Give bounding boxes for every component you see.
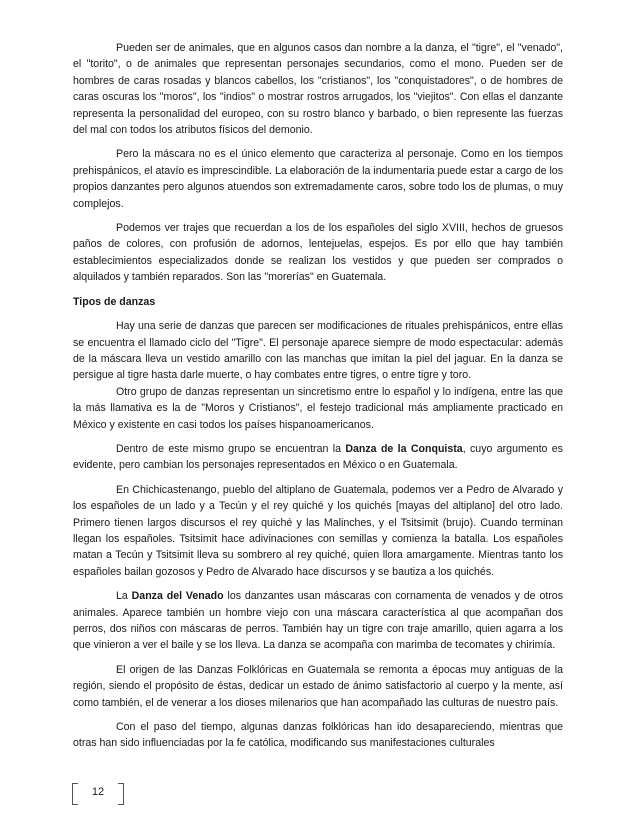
section-heading: Tipos de danzas xyxy=(73,295,156,308)
bold-term: Danza de la Conquista xyxy=(345,442,463,455)
page-number-box xyxy=(72,783,124,805)
paragraph-costumes: Podemos ver trajes que recuerdan a los de los españoles del siglo XVIII, hechos de gruesos paños de colores, con profusión de adornos, lentejuelas, espejos. Es por ello que hay también establecimientos especializados donde se realizan los vestidos y que pueden ser comprados o alquilados y también reparados. Son las "morerías" en Guatemala. xyxy=(73,222,563,284)
paragraph-chichicastenango: En Chichicastenango, pueblo del altiplano de Guatemala, podemos ver a Pedro de Alvarado y los españoles de un lado y a Tecún y el rey quiché y los quichés [mayas del altiplano] del otro lado. Primero tienen largos discursos el rey quiché y las Malinches, y el Tsitsimit (brujo). Cuando terminan llegan los españoles. Tsitsimit hace adivinaciones con semillas y comienza la batalla. Los españoles matan a Tecún y Tsitsimit lleva su sombrero al rey quiché, quien llora amargamente. Mientras tanto los españoles bailan gozosos y Pedro de Alvarado hace discursos y se bautiza a los quichés. xyxy=(73,483,563,578)
text-run: los danzantes usan máscaras con cornamenta de venados y de otros animales. Aparece también un hombre viejo con una máscara característica al que acompañan dos perros, dos niños con máscaras de perros. También hay un tigre con traje amarillo, quien agarra a los que vinieron a ver el baile y se los lleva. La danza se acompaña con marimba de tecomates y chirimía. xyxy=(73,590,563,652)
text-run: Dentro de este mismo grupo se encuentran la xyxy=(116,442,346,455)
paragraph-origen: El origen de las Danzas Folklóricas en Guatemala se remonta a épocas muy antiguas de la región, siendo el propósito de éstas, dedicar un estado de ánimo satisfactorio al cuerpo y la mente, así como también, el de venerar a los dioses milenarios que han acompañado las culturas de nuestro país. xyxy=(73,663,563,709)
right-bracket-icon xyxy=(118,783,124,805)
page-number: 12 xyxy=(91,786,105,798)
paragraph-attire: Pero la máscara no es el único elemento que caracteriza al personaje. Como en los tiempos prehispánicos, el atavío es imprescindible. La elaboración de la indumentaria puede estar a cargo de los propios danzantes pero algunos atuendos son extremadamente caros, sobre todo los de plumas, o muy complejos. xyxy=(73,148,563,210)
paragraph-masks: Pueden ser de animales, que en algunos casos dan nombre a la danza, el "tigre", el "venado", el "torito", o de animales que representan personajes secundarios, como el mono. Pueden ser de hombres de caras rosadas y blancos cabellos, los "cristianos", los "conquistadores", o de hombres de caras oscuras los "moros", los "indios" o mostrar rostros arrugados, los "viejitos". Con ellas el danzante representa la personalidad del europeo, con su rostro blanco y barbado, o bien represente las fuerzas del mal con todos los atributos físicos del demonio. xyxy=(73,42,563,137)
text-run: , cuyo argumento es evidente, pero cambian los personajes representados en México o en Guatemala. xyxy=(73,442,563,472)
paragraph-tigre: Hay una serie de danzas que parecen ser modificaciones de rituales prehispánicos, entre ellas se encuentra el llamado ciclo del "Tigre". El personaje aparece siempre de modo espectacular: además de la máscara lleva un vestido amarillo con las manchas que imitan la piel del jaguar. En la danza se persigue al tigre hasta darle muerte, o hay combates entre tigres, o entre tigre y toro. xyxy=(73,320,563,382)
paragraph-moros: Otro grupo de danzas representan un sincretismo entre lo español y lo indígena, entre las que la más llamativa es la de "Moros y Cristianos", el festejo tradicional más ampliamente practicado en México y existente en casi todos los países hispanoamericanos. xyxy=(73,385,563,431)
bold-term: Danza del Venado xyxy=(131,590,224,603)
paragraph-paso-tiempo: Con el paso del tiempo, algunas danzas folklóricas han ido desapareciendo, mientras que otras han sido influenciadas por la fe católica, modificando sus manifestaciones culturales xyxy=(73,721,563,750)
text-run: La xyxy=(116,590,132,603)
paragraph-venado xyxy=(73,588,563,654)
paragraph-conquista xyxy=(73,441,563,474)
document-body xyxy=(73,40,563,760)
